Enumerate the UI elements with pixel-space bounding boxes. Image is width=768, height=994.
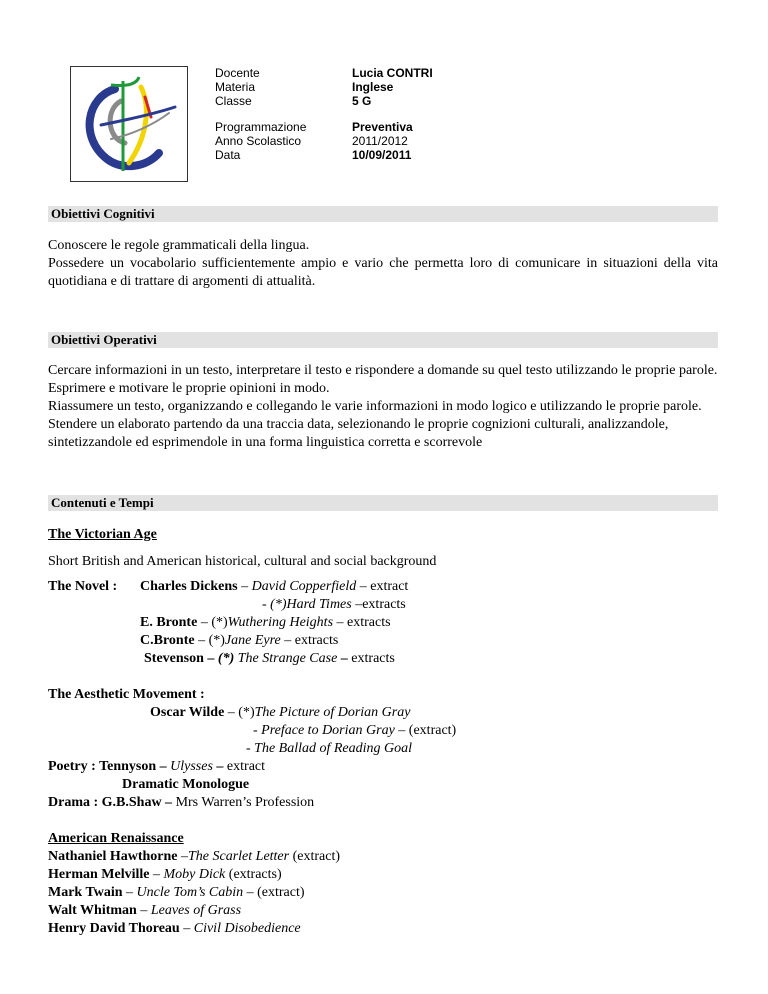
author-tennyson: Tennyson – [99, 759, 171, 774]
title-hard-times: (*)Hard Times – [270, 597, 363, 612]
label-programmazione: Programmazione [215, 120, 307, 134]
value-data: 10/09/2011 [352, 148, 412, 162]
label-anno-scolastico: Anno Scolastico [215, 134, 302, 148]
dramatic-monologue: Dramatic Monologue [122, 777, 250, 792]
operativi-line-2: Esprimere e motivare le proprie opinioni in modo. [48, 381, 330, 396]
section-title-operativi: Obiettivi Operativi [48, 332, 718, 348]
header-values-2 [352, 120, 413, 162]
aesthetic-line-1: Oscar Wilde – (*)The Picture of Dorian Gray [150, 705, 411, 720]
drama-label: Drama : G.B.Shaw – [48, 795, 176, 810]
aesthetic-line-3 [246, 740, 412, 758]
drama-line [48, 794, 314, 812]
operativi-line-4: Stendere un elaborato partendo da una traccia data, selezionando le proprie cognizioni culturali, analizzandole, sintetizzandole ed esprimendole in una forma linguistica corretta e scorrevole [48, 417, 669, 450]
school-logo [70, 66, 188, 182]
author-stevenson: Stevenson – [144, 651, 218, 666]
title-uncle-toms-cabin: Uncle Tom’s Cabin [136, 885, 244, 900]
school-logo-icon [71, 67, 187, 181]
section-title-contenuti: Contenuti e Tempi [48, 495, 718, 511]
author-melville: Herman Melville [48, 867, 150, 882]
author-dickens: Charles Dickens [140, 579, 238, 594]
american-line-4: Walt Whitman – Leaves of Grass [48, 903, 242, 918]
novel-line-4: C.Bronte – (*)Jane Eyre – extracts [140, 633, 339, 648]
american-renaissance-heading: American Renaissance [48, 831, 184, 846]
title-preface-dorian-gray: - Preface to Dorian Gray [253, 723, 395, 738]
value-classe: 5 G [352, 94, 372, 108]
novel-line-1: Charles Dickens – David Copperfield – extract [140, 579, 409, 594]
title-david-copperfield: David Copperfield [251, 579, 357, 594]
title-leaves-of-grass: Leaves of Grass [150, 903, 242, 918]
operativi-line-1: Cercare informazioni in un testo, interpretare il testo e rispondere a domande su quel testo utilizzando le proprie parole. [48, 363, 718, 378]
aesthetic-line-2: - Preface to Dorian Gray – (extract) [253, 723, 457, 738]
header-labels-2 [215, 120, 306, 162]
novel-line-5: Stevenson – (*) The Strange Case – extracts [144, 651, 395, 666]
title-wuthering-heights: Wuthering Heights [227, 615, 334, 630]
author-e-bronte: E. Bronte [140, 615, 198, 630]
title-mrs-warren: Mrs Warren’s Profession [175, 795, 315, 810]
cognitivi-text [48, 237, 718, 291]
novel-label: The Novel : [48, 579, 118, 594]
title-civil-disobedience: Civil Disobedience [193, 921, 301, 936]
title-jane-eyre: Jane Eyre [224, 633, 281, 648]
novel-line-2: - (*)Hard Times –extracts [262, 597, 406, 612]
value-docente: Lucia CONTRI [352, 66, 433, 80]
label-classe: Classe [215, 94, 252, 108]
header-labels-1 [215, 66, 260, 108]
value-programmazione: Preventiva [352, 120, 413, 134]
cognitivi-line-2: Possedere un vocabolario sufficientemente ampio e vario che permetta loro di comunicare in situazioni della vita quotidiana e di trattare di argomenti di attualità. [48, 256, 718, 289]
american-line-2: Herman Melville – Moby Dick (extracts) [48, 867, 282, 882]
title-ulysses: Ulysses [170, 759, 213, 774]
label-docente: Docente [215, 66, 260, 80]
title-scarlet-letter: The Scarlet Letter [188, 849, 290, 864]
author-hawthorne: Nathaniel Hawthorne [48, 849, 178, 864]
aesthetic-heading: The Aesthetic Movement : [48, 687, 205, 702]
american-line-3: Mark Twain – Uncle Tom’s Cabin – (extract) [48, 885, 305, 900]
victorian-age-heading: The Victorian Age [48, 527, 157, 542]
author-whitman: Walt Whitman [48, 903, 137, 918]
label-materia: Materia [215, 80, 256, 94]
poetry-label: Poetry : [48, 759, 100, 774]
american-line-1: Nathaniel Hawthorne –The Scarlet Letter (extract) [48, 849, 341, 864]
title-dorian-gray: The Picture of Dorian Gray [254, 705, 411, 720]
author-c-bronte: C.Bronte [140, 633, 195, 648]
label-data: Data [215, 148, 241, 162]
author-thoreau: Henry David Thoreau [48, 921, 180, 936]
title-moby-dick: Moby Dick [163, 867, 226, 882]
american-line-5: Henry David Thoreau – Civil Disobedience [48, 921, 301, 936]
background-text: Short British and American historical, cultural and social background [48, 554, 437, 569]
title-strange-case: The Strange Case [234, 651, 338, 666]
cognitivi-line-1: Conoscere le regole grammaticali della lingua. [48, 238, 310, 253]
header-values-1 [352, 66, 433, 108]
operativi-text [48, 362, 718, 452]
value-anno-scolastico: 2011/2012 [352, 134, 408, 148]
author-wilde: Oscar Wilde [150, 705, 225, 720]
novel-line-3: E. Bronte – (*)Wuthering Heights – extracts [140, 615, 391, 630]
title-ballad-reading-goal: - The Ballad of Reading Goal [246, 741, 413, 756]
value-materia: Inglese [352, 80, 394, 94]
operativi-line-3: Riassumere un testo, organizzando e collegando le varie informazioni in modo logico e utilizzando le proprie parole. [48, 399, 702, 414]
poetry-line: Poetry : Tennyson – Ulysses – extract [48, 759, 266, 774]
section-title-cognitivi: Obiettivi Cognitivi [48, 206, 718, 222]
author-twain: Mark Twain [48, 885, 123, 900]
